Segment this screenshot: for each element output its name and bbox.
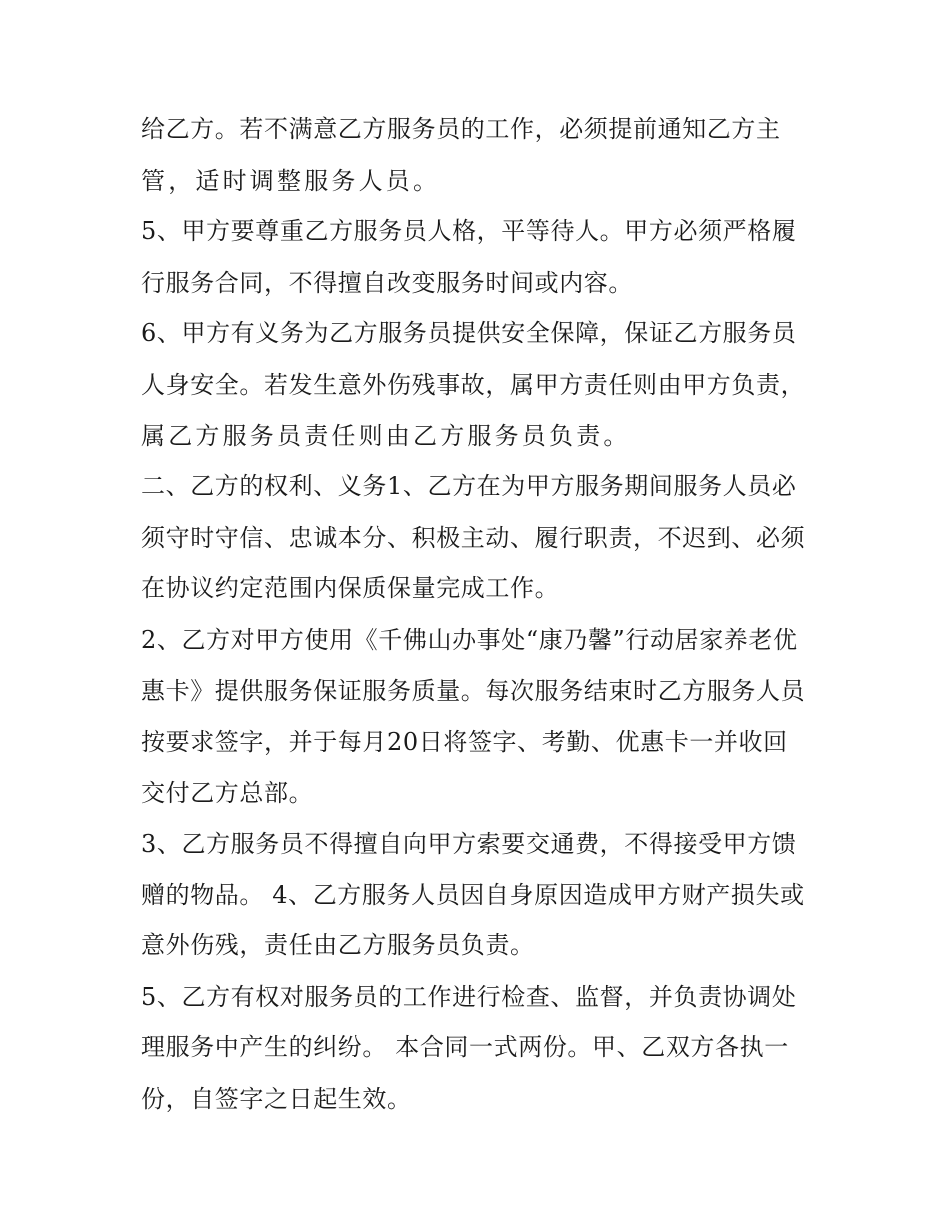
text-line: 管，适时调整服务人员。 xyxy=(141,167,441,195)
text-line: 理服务中产生的纠纷。 本合同一式两份。甲、乙双方各执一 xyxy=(141,1033,789,1061)
text-line: 6、甲方有义务为乙方服务员提供安全保障，保证乙方服务员 xyxy=(141,319,797,347)
text-line: 行服务合同，不得擅自改变服务时间或内容。 xyxy=(141,269,633,297)
text-line: 2、乙方对甲方使用《千佛山办事处“康乃馨”行动居家养老优 xyxy=(141,626,798,654)
text-line: 意外伤残，责任由乙方服务员负责。 xyxy=(141,931,535,959)
text-line: 二、乙方的权利、义务1、乙方在为甲方服务期间服务人员必 xyxy=(141,472,797,500)
text-line: 人身安全。若发生意外伤残事故，属甲方责任则由甲方负责， xyxy=(141,371,806,399)
text-line: 须守时守信、忠诚本分、积极主动、履行职责，不迟到、必须 xyxy=(141,524,806,552)
text-line: 3、乙方服务员不得擅自向甲方索要交通费，不得接受甲方馈 xyxy=(141,830,797,858)
text-line: 份，自签字之日起生效。 xyxy=(141,1085,412,1113)
text-line: 按要求签字，并于每月20日将签字、考勤、优惠卡一并收回 xyxy=(141,728,788,756)
text-line: 属乙方服务员责任则由乙方服务员负责。 xyxy=(141,422,631,450)
text-line: 在协议约定范围内保质保量完成工作。 xyxy=(141,574,560,602)
text-line: 5、甲方要尊重乙方服务员人格，平等待人。甲方必须严格履 xyxy=(141,217,797,245)
text-line: 5、乙方有权对服务员的工作进行检查、监督，并负责协调处 xyxy=(141,983,797,1011)
text-line: 惠卡》提供服务保证服务质量。每次服务结束时乙方服务人员 xyxy=(141,677,806,705)
text-line: 赠的物品。 4、乙方服务人员因自身原因造成甲方财产损失或 xyxy=(141,881,805,909)
text-line: 交付乙方总部。 xyxy=(141,779,314,807)
text-line: 给乙方。若不满意乙方服务员的工作，必须提前通知乙方主 xyxy=(141,115,781,143)
